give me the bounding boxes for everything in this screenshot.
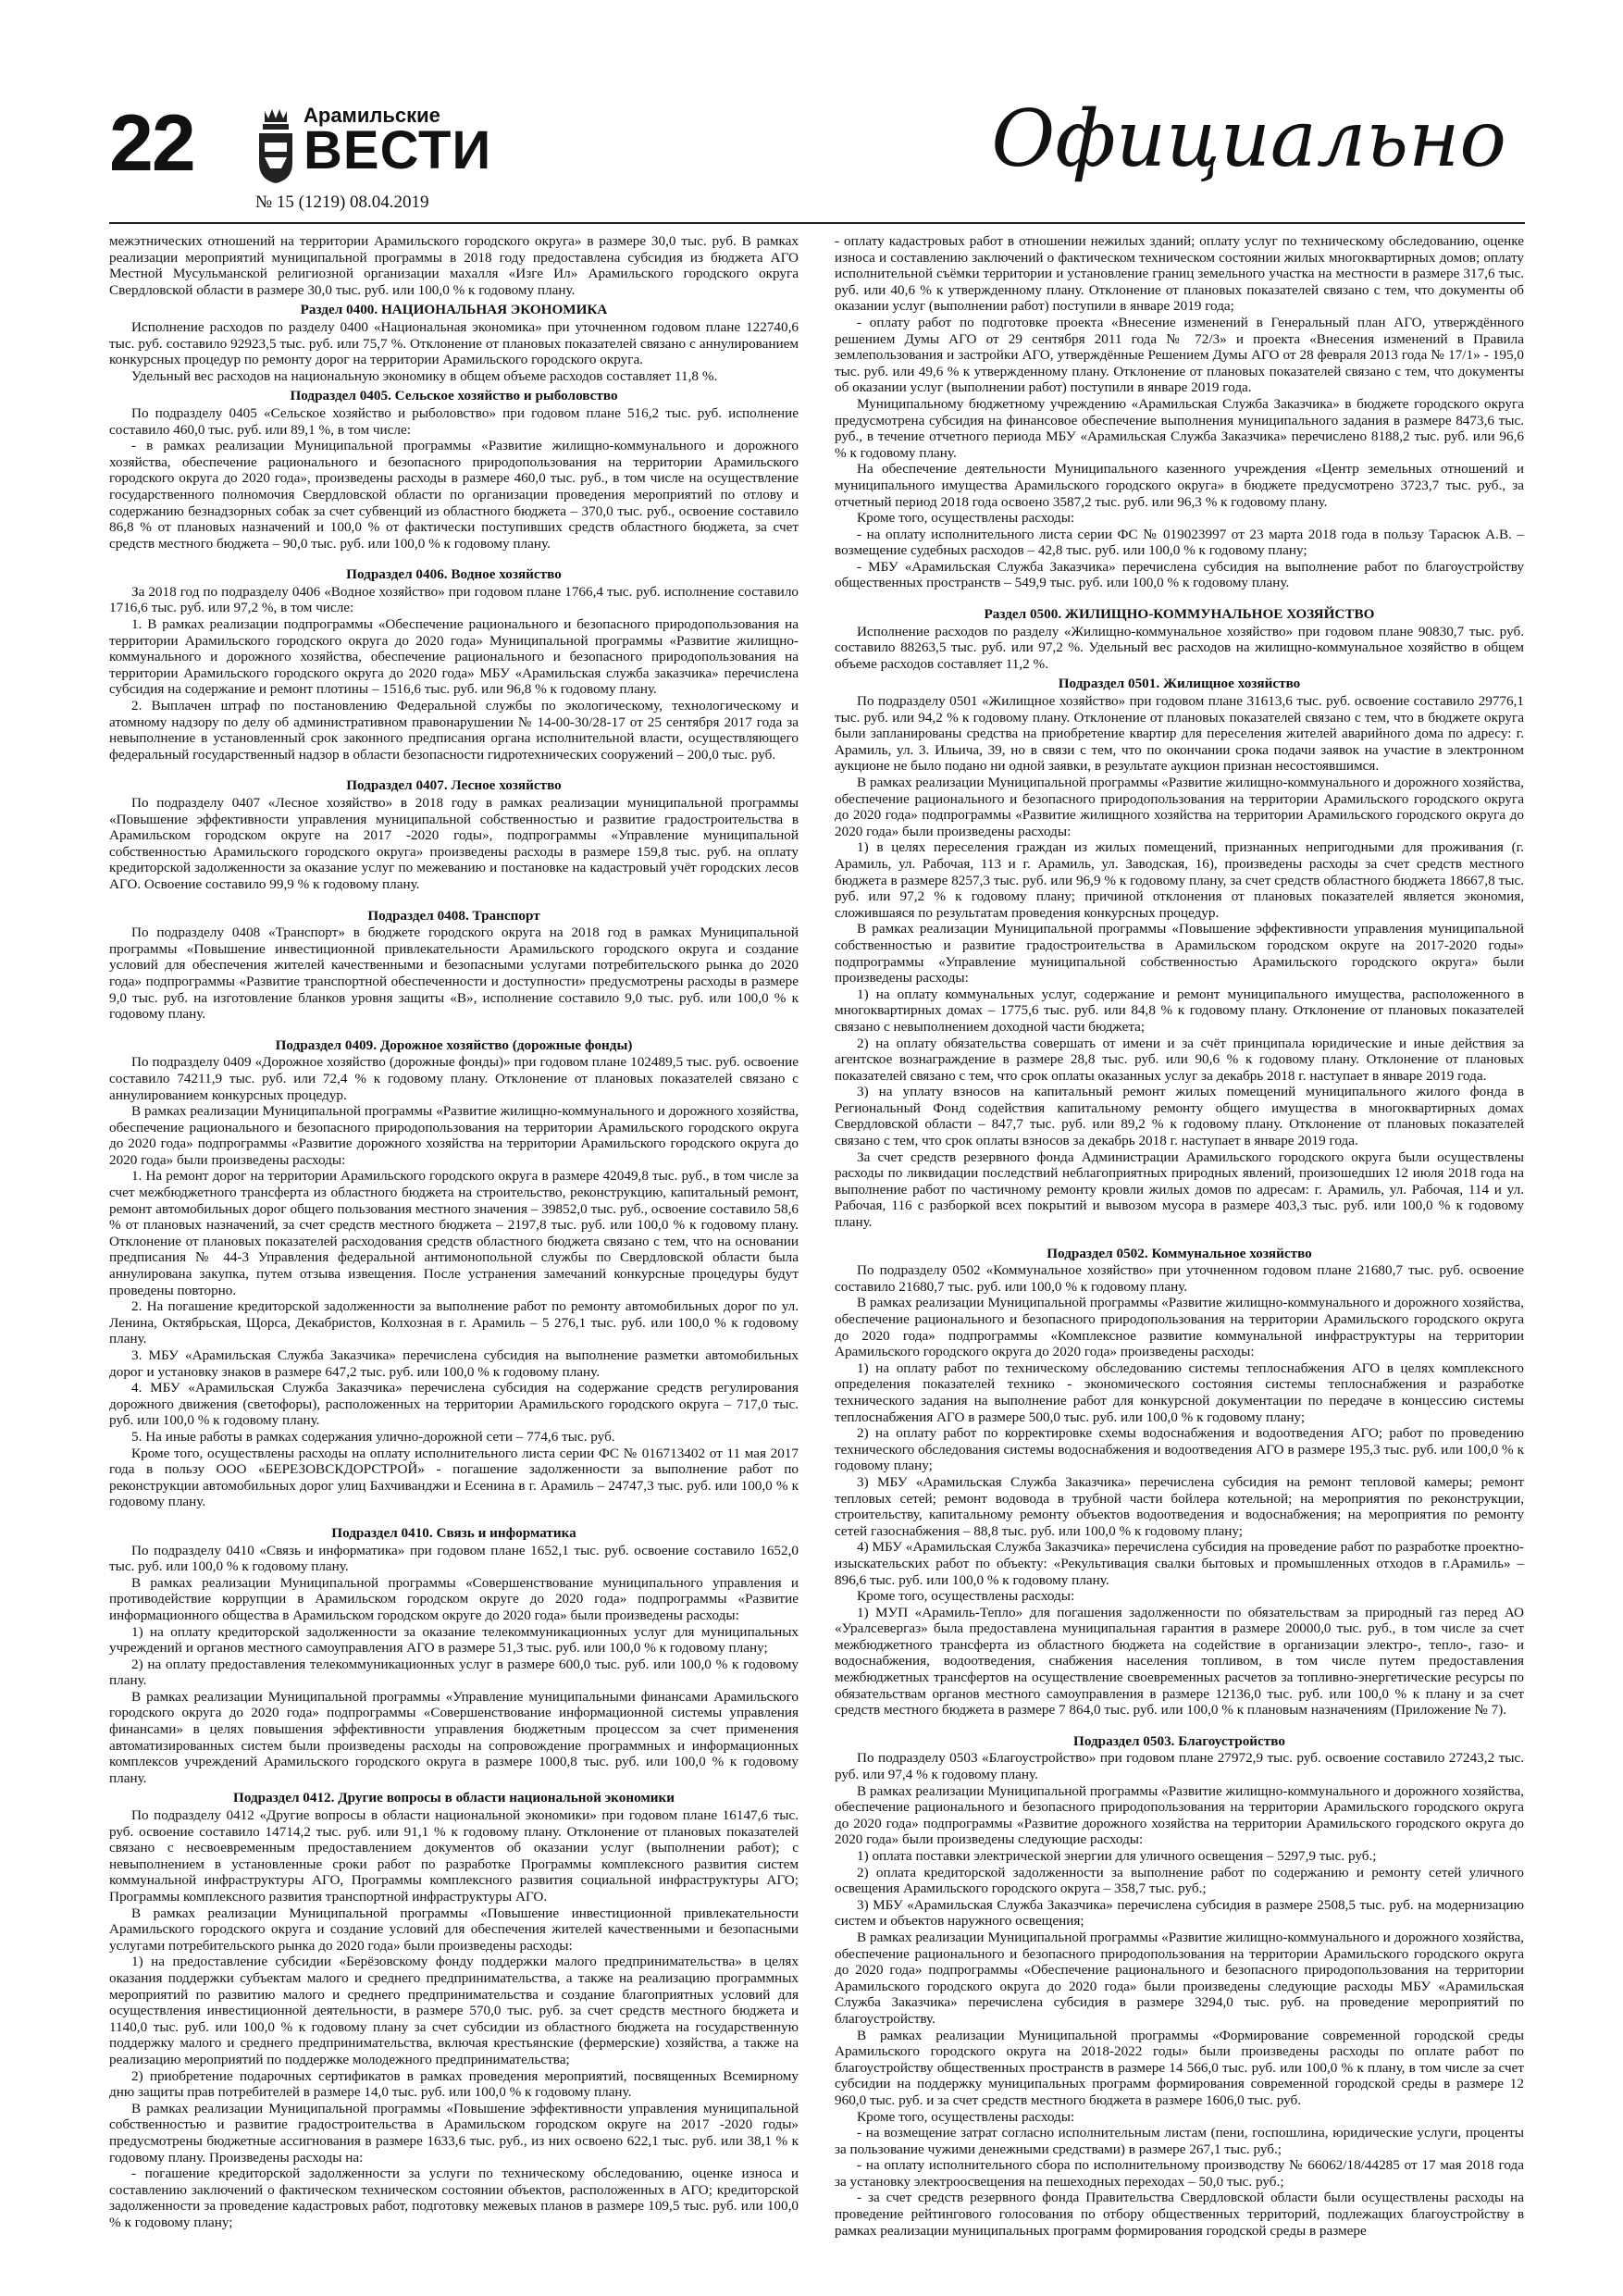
section-heading: Раздел 0400. НАЦИОНАЛЬНАЯ ЭКОНОМИКА <box>300 302 608 318</box>
article-paragraph: 4. МБУ «Арамильская Служба Заказчика» перечислена субсидия на содержание средств регулирования дорожного движения (светофоры), расположенных на территории Арамильского городского округа – 717,0 тыс. руб. или 100,0 % к годовому плану. <box>109 1380 799 1429</box>
page-number: 22 <box>109 99 194 188</box>
article-paragraph: В рамках реализации Муниципальной программы «Повышение инвестиционной привлекательности Арамильского городского округа и создание условий для обеспечения жителей качественными и безопасными услугами потребительского рынка до 2020 года» были произведены расходы: <box>109 1905 799 1954</box>
article-paragraph: 3. МБУ «Арамильская Служба Заказчика» перечислена субсидия на выполнение разметки автомобильных дорог и установку знаков в размере 647,2 тыс. руб. или 100,0 % к годовому плану. <box>109 1347 799 1380</box>
coat-of-arms-icon <box>254 105 298 185</box>
article-paragraph: Кроме того, осуществлены расходы: <box>857 1588 1075 1605</box>
article-paragraph: В рамках реализации Муниципальной программы «Формирование современной городской среды Арамильского городского округа на 2018-2022 годы» были произведены расходы по оплате работ по благоустройству общественных пространств в размере 14 566,0 тыс. руб. или 100,0 % к плану, в том числе за счет субсидии на поддержку муниципальных программ формирования современной городской среды в размере 12 960,0 тыс. руб. и за счет средств местного бюджета в размере 1606,0 тыс. руб. <box>835 2027 1524 2108</box>
article-paragraph: По подразделу 0408 «Транспорт» в бюджете городского округа на 2018 год в рамках Муниципальной программы «Повышение инвестиционной привлекательности Арамильского городского округа и создание условий для обеспечения жителей качественными и безопасными услугами потребительского рынка до 2020 года» подпрограммы «Развитие транспортной обеспеченности и доступности» предусмотрены расходы в размере 9,0 тыс. руб. на изготовление бланков уровня защиты «В», исполнение составило 9,0 тыс. руб. или 100,0 % к годовому плану. <box>109 925 799 1023</box>
article-paragraph: - на оплату исполнительного листа серии ФС № 019023997 от 23 марта 2018 года в пользу Тарасюк А.В. – возмещение судебных расходов – 42,8 тыс. руб. или 100,0 % к годовому плану; <box>835 526 1524 559</box>
article-paragraph: - на оплату исполнительного сбора по исполнительному производству № 66062/18/44285 от 17 мая 2018 года за установку электроосвещения на пешеходных переходах – 50,0 тыс. руб.; <box>835 2157 1524 2190</box>
article-paragraph: Кроме того, осуществлены расходы на оплату исполнительного листа серии ФС № 016713402 от 11 мая 2017 года в пользу ООО «БЕРЕЗОВСКДОРСТРОЙ» - погашение задолженности за выполнение работ по реконструкции автомобильных дорог улиц Бахчиванджи и Есенина в г. Арамиль – 24747,3 тыс. руб. или 100,0 % к годовому плану. <box>109 1445 799 1510</box>
article-paragraph: В рамках реализации Муниципальной программы «Повышение эффективности управления муниципальной собственностью и развитие градостроительства в Арамильском городском округе на 2017-2020 годы» подпрограммы «Управление муниципальной собственностью Арамильского городского округа» были произведены расходы: <box>835 921 1524 987</box>
article-paragraph: В рамках реализации Муниципальной программы «Развитие жилищно-коммунального и дорожного хозяйства, обеспечение рационального и безопасного природопользования на территории Арамильского городского округа до 2020 года» подпрограммы «Обеспечение рационального и безопасного природопользования на территории Арамильского городского округа до 2020 года» были произведены следующие расходы МБУ «Арамильская Служба Заказчика» перечислена субсидия в размере 3294,0 тыс. руб. на проведение мероприятий по благоустройству. <box>835 1929 1524 2027</box>
article-paragraph: - за счет средств резервного фонда Правительства Свердловской области были осуществлены расходы на проведение рейтингового голосования по отбору общественных территорий, подлежащих благоустройству в рамках реализации муниципальных программ формирования городской среды в размере <box>835 2190 1524 2239</box>
newspaper-logo <box>254 102 494 194</box>
section-heading: Подраздел 0503. Благоустройство <box>1073 1732 1285 1749</box>
article-paragraph: 1) на оплату кредиторской задолженности за оказание телекоммуникационных услуг для муниципальных учреждений и органов местного самоуправления АГО в размере 51,3 тыс. руб. или 100,0 % к годовому плану; <box>109 1623 799 1657</box>
article-paragraph: Кроме того, осуществлены расходы: <box>857 2108 1075 2125</box>
article-paragraph: По подразделу 0501 «Жилищное хозяйство» при годовом плане 31613,6 тыс. руб. освоение составило 29776,1 тыс. руб. или 94,2 % к годовому плану. Отклонение от плановых показателей связано с тем, что в бюджете округа были запланированы средства на приобретение квартир для переселения жителей аварийного дома по адресу: г. Арамиль, ул. 3. Ильича, 39, но в связи с тем, что по окончании срока подачи заявок на участие в электронном аукционе не было подано ни одной заявки, в результате аукцион признан несостоявшимся. <box>835 693 1524 775</box>
article-paragraph: 2. На погашение кредиторской задолженности за выполнение работ по ремонту автомобильных дорог по ул. Ленина, Октябрьская, Щорса, Декабристов, Колхозная в г. Арамиль – 5 276,1 тыс. руб. или 100,0 % к годовому плану. <box>109 1298 799 1347</box>
section-title: Официально <box>991 93 1506 184</box>
issue-number-date: № 15 (1219) 08.04.2019 <box>255 192 429 212</box>
article-paragraph: Кроме того, осуществлены расходы: <box>857 510 1075 527</box>
article-paragraph: По подразделу 0405 «Сельское хозяйство и рыболовство» при годовом плане 516,2 тыс. руб. исполнение составило 460,0 тыс. руб. или 89,1 %, в том числе: <box>109 404 799 438</box>
article-paragraph: 3) МБУ «Арамильская Служба Заказчика» перечислена субсидия в размере 2508,5 тыс. руб. на модернизацию систем и объектов наружного освещения; <box>835 1896 1524 1930</box>
section-heading: Подраздел 0408. Транспорт <box>367 907 540 924</box>
article-paragraph: межэтнических отношений на территории Арамильского городского округа» в размере 30,0 тыс. руб. В рамках реализации мероприятий муниципальной программы в 2018 году предоставлена субсидия из бюджета АГО Местной Мусульманской религиозной организации махалля «Изге Ил» Арамильского городского округа Свердловской области в размере 30,0 тыс. руб. или 100,0 % к годовому плану. <box>109 233 799 298</box>
section-heading: Подраздел 0412. Другие вопросы в области национальной экономики <box>233 1790 675 1806</box>
article-paragraph: В рамках реализации Муниципальной программы «Совершенствование муниципального управления и противодействие коррупции в Арамильском городском округе до 2020 года» подпрограммы «Развитие информационного общества в Арамильском городском округе до 2020 года» были произведены расходы: <box>109 1574 799 1623</box>
article-paragraph: По подразделу 0503 «Благоустройство» при годовом плане 27972,9 тыс. руб. освоение составило 27243,2 тыс. руб. или 97,4 % к годовому плану. <box>835 1750 1524 1783</box>
article-paragraph: 2) на оплату обязательства совершать от имени и за счёт принципала юридические и иные действия за агентское вознаграждение в размере 28,8 тыс. руб. или 90,6 % к годовому плану. Отклонение от плановых показателей связано с тем, что срок оплаты оказанных услуг за декабрь 2018 г. наступает в январе 2019 года. <box>835 1035 1524 1084</box>
article-paragraph: За счет средств резервного фонда Администрации Арамильского городского округа были осуществлены расходы по ликвидации последствий неблагоприятных природных явлений, произошедших 12 июля 2018 года на выполнение работ по частичному ремонту кровли жилых домов по адресам: г. Арамиль, ул. Рабочая, 114 и ул. Рабочая, 116 с разборкой всех покрытий и вывозом мусора в размере 403,3 тыс. руб. или 100,0 % к годовому плану. <box>835 1148 1524 1231</box>
article-paragraph: 1. В рамках реализации подпрограммы «Обеспечение рационального и безопасного природопользования на территории Арамильского городского округа до 2020 года» Муниципальной программы «Развитие жилищно-коммунального и дорожного хозяйства, обеспечение рационального и безопасного природопользования на территории Арамильского городского округа до 2020 года» МБУ «Арамильская служба заказчика» перечислена субсидия на содержание и ремонт плотины – 1516,6 тыс. руб. или 96,8 % к годовому плану. <box>109 616 799 698</box>
section-heading: Подраздел 0410. Связь и информатика <box>331 1524 576 1541</box>
article-paragraph: 2. Выплачен штраф по постановлению Федеральной службы по экологическому, технологическому и атомному надзору по делу об административном правонарушении № 14-00-30/28-17 от 25 сентября 2017 года за невыполнение в установленный срок законного предписания органа исполнительной власти, осуществляющего федеральный государственный надзор в области безопасности гидротехнических сооружений – 200,0 тыс. руб. <box>109 698 799 763</box>
article-paragraph: В рамках реализации Муниципальной программы «Развитие жилищно-коммунального и дорожного хозяйства, обеспечение рационального и безопасного природопользования на территории Арамильского городского округа до 2020 года» подпрограммы «Развитие дорожного хозяйства на территории Арамильского городского округа до 2020 года» были произведены расходы: <box>109 1103 799 1168</box>
article-paragraph: В рамках реализации Муниципальной программы «Развитие жилищно-коммунального и дорожного хозяйства, обеспечение рационального и безопасного природопользования на территории Арамильского городского округа до 2020 года» подпрограммы «Развитие дорожного хозяйства на территории Арамильского городского округа до 2020 года» были произведены следующие расходы: <box>835 1782 1524 1848</box>
left-column <box>109 233 799 2269</box>
section-heading: Подраздел 0405. Сельское хозяйство и рыболовство <box>290 388 618 404</box>
article-paragraph: 3) МБУ «Арамильская Служба Заказчика» перечислена субсидия на ремонт тепловой камеры; ремонт тепловых сетей; ремонт водовода в трубной части бойлера котельной; на мероприятия по реконструкции, строительству, капитальному ремонту объектов водоотведения и водоснабжения; на мероприятия по ремонту сетей газоснабжения – 88,8 тыс. руб. или 100,0 % к годовому плану; <box>835 1473 1524 1539</box>
article-paragraph: По подразделу 0502 «Коммунальное хозяйство» при уточненном годовом плане 21680,7 тыс. руб. освоение составило 21680,7 тыс. руб. или 100,0 % к годовому плану. <box>835 1262 1524 1295</box>
article-paragraph: По подразделу 0410 «Связь и информатика» при годовом плане 1652,1 тыс. руб. освоение составило 1652,0 тыс. руб. или 100,0 % к годовому плану. <box>109 1542 799 1575</box>
article-paragraph: По подразделу 0407 «Лесное хозяйство» в 2018 году в рамках реализации муниципальной программы «Повышение эффективности управления муниципальной собственностью и развитие градостроительства в Арамильском городском округе на 2017 -2020 годы», подпрограммы «Управление муниципальной собственностью Арамильского городского округа» произведены расходы в размере 159,8 тыс. руб. на оплату кредиторской задолженности за оказание услуг по межеванию и постановке на кадастровый учёт городских лесов АГО. Освоение составило 99,9 % к годовому плану. <box>109 795 799 892</box>
article-paragraph: - в рамках реализации Муниципальной программы «Развитие жилищно-коммунального и дорожного хозяйства, обеспечение рационального и безопасного природопользования на территории Арамильского городского округа до 2020 года», произведены расходы в размере 460,0 тыс. руб., в том числе на осуществление государственного полномочия Свердловской области по организации проведения мероприятий по отлову и содержанию безнадзорных собак за счет субвенций из областного бюджета – 370,0 тыс. руб., освоение составило 86,8 % от плановых назначений и 100,0 % от фактически поступивших средств областного бюджета, за счет средств местного бюджета – 90,0 тыс. руб. или 100,0 % к годовому плану. <box>109 438 799 552</box>
article-paragraph: 4) МБУ «Арамильская Служба Заказчика» перечислена субсидия на проведение работ по разработке проектно-изыскательских работ по объекту: «Рекультивация свалки бытовых и промышленных отходов в г.Арамиль» – 896,6 тыс. руб. или 100,0 % к годовому плану. <box>835 1539 1524 1588</box>
article-paragraph: - погашение кредиторской задолженности за услуги по техническому обследованию, оценке износа и составлению заключений о фактическом техническом состоянии объектов, расположенных в АГО; кредиторской задолженности за проведение кадастровых работ, подготовку межевых планов в размере 109,5 тыс. руб. или 100,0 % к годовому плану; <box>109 2166 799 2230</box>
article-paragraph: В рамках реализации Муниципальной программы «Повышение эффективности управления муниципальной собственностью и развитие градостроительства в Арамильском городском округе на 2017 -2020 годы» предусмотрены бюджетные ассигнования в размере 1633,6 тыс. руб., из них освоено 622,1 тыс. руб. или 38,1 % к годовому плану. Произведены расходы на: <box>109 2100 799 2166</box>
article-paragraph: В рамках реализации Муниципальной программы «Управление муниципальными финансами Арамильского городского округа до 2020 года» подпрограммы «Совершенствование информационной системы управления финансами» в целях повышения эффективности управления бюджетным процессом за счет применения автоматизированных систем были произведены расходы на сопровождение программных и информационных комплексов учреждений Арамильского городского округа в размере 1000,8 тыс. руб. или 100,0 % к годовому плану. <box>109 1688 799 1786</box>
article-paragraph: 1) МУП «Арамиль-Тепло» для погашения задолженности по обязательствам за природный газ перед АО «Уралсевергаз» была предоставлена муниципальная гарантия в размере 20000,0 тыс. руб., в том числе за счет межбюджетного трансферта из областного бюджета на содействие в организации электро-, тепло-, газо- и водоснабжения, водоотведения, снабжения населения топливом, в том числе путем предоставления межбюджетных трансфертов на осуществление своевременных расчетов за топливно-энергетические ресурсы по обязательствам органов местного самоуправления в размере 12136,0 тыс. руб. или 100,0 % к плану и за счет средств местного бюджета в размере 7 864,0 тыс. руб. или 100,0 % к плановым назначениям (Приложение № 7). <box>835 1604 1524 1719</box>
section-heading: Подраздел 0501. Жилищное хозяйство <box>1058 676 1301 692</box>
section-heading: Подраздел 0502. Коммунальное хозяйство <box>1047 1245 1312 1261</box>
article-paragraph: 1) на предоставление субсидии «Берёзовскому фонду поддержки малого предпринимательства» в целях оказания поддержки субъектам малого и среднего предпринимательства, а также на реализацию программных мероприятий по развитию малого и среднего предпринимательства и создание благоприятных условий для осуществления инвестиционной деятельности, в размере 570,0 тыс. руб. за счет средств местного бюджета и 1140,0 тыс. руб. или 100,0 % к годовому плану за счет субсидии из областного бюджета на государственную поддержку малого и среднего предпринимательства, включая крестьянские (фермерские) хозяйства, а также на реализацию мероприятий по поддержке молодежного предпринимательства; <box>109 1954 799 2067</box>
section-heading: Раздел 0500. ЖИЛИЩНО-КОММУНАЛЬНОЕ ХОЗЯЙСТВО <box>984 606 1375 623</box>
article-paragraph: 2) оплата кредиторской задолженности за выполнение работ по содержанию и ремонту сетей уличного освещения Арамильского городского округа – 358,7 тыс. руб.; <box>835 1864 1524 1897</box>
right-column <box>835 233 1524 2269</box>
article-paragraph: В рамках реализации Муниципальной программы «Развитие жилищно-коммунального и дорожного хозяйства, обеспечение рационального и безопасного природопользования на территории Арамильского городского округа до 2020 года» подпрограммы «Комплексное развитие коммунальной инфраструктуры на территории Арамильского городского округа до 2020 года» произведены расходы: <box>835 1295 1524 1360</box>
logo-title: ВЕСТИ <box>304 120 492 180</box>
article-paragraph: Исполнение расходов по разделу «Жилищно-коммунальное хозяйство» при годовом плане 90830,7 тыс. руб. составило 88263,5 тыс. руб. или 97,2 %. Удельный вес расходов на жилищно-коммунальное хозяйство в общем объеме расходов составляет 11,2 %. <box>835 623 1524 672</box>
article-paragraph: - оплату работ по подготовке проекта «Внесение изменений в Генеральный план АГО, утверждённого решением Думы АГО от 29 сентября 2011 года № 72/3» и проекта «Внесения изменений в Правила землепользования и застройки АГО, утверждённые Решением Думы АГО от 28 февраля 2013 года № 17/1» - 195,0 тыс. руб. или 49,6 % к утвержденному плану. Отклонение от плановых показателей связано с тем, что документы об оказании услуг (выполнении работ) поступили в январе 2019 года. <box>835 314 1524 396</box>
section-heading: Подраздел 0407. Лесное хозяйство <box>346 777 562 794</box>
article-paragraph: 2) на оплату предоставления телекоммуникационных услуг в размере 600,0 тыс. руб. или 100,0 % к годовому плану. <box>109 1656 799 1689</box>
header-rule <box>109 222 1525 224</box>
article-paragraph: 2) приобретение подарочных сертификатов в рамках проведения мероприятий, посвященных Всемирному дню защиты прав потребителей в размере 14,0 тыс. руб. или 100,0 % к годовому плану. <box>109 2067 799 2101</box>
article-paragraph: 1) на оплату коммунальных услуг, содержание и ремонт муниципального имущества, расположенного в многоквартирных домах – 1775,6 тыс. руб. или 84,8 % к годовому плану. Отклонение от плановых показателей связано с невыполнением доходной части бюджета; <box>835 986 1524 1035</box>
article-paragraph: На обеспечение деятельности Муниципального казенного учреждения «Центр земельных отношений и муниципального имущества Арамильского городского округа» в бюджете предусмотрено 3723,7 тыс. руб., за отчетный период 2018 года освоено 3587,2 тыс. руб. или 96,3 % к годовому плану. <box>835 461 1524 510</box>
article-paragraph: Исполнение расходов по разделу 0400 «Национальная экономика» при уточненном годовом плане 122740,6 тыс. руб. составило 92923,5 тыс. руб. или 75,7 %. Отклонение от плановых показателей связано с аннулированием конкурсных процедур по ремонту дорог на территории Арамильского городского округа. <box>109 318 799 368</box>
article-paragraph: За 2018 год по подразделу 0406 «Водное хозяйство» при годовом плане 1766,4 тыс. руб. исполнение составило 1716,6 тыс. руб. или 97,2 %, в том числе: <box>109 583 799 616</box>
article-paragraph: 1) в целях переселения граждан из жилых помещений, признанных непригодными для проживания (г. Арамиль, ул. Рабочая, 113 и г. Арамиль, ул. Заводская, 16), произведены расходы за счет средств местного бюджета в размере 8257,3 тыс. руб. или 96,9 % к годовому плану, за счет средств областного бюджета 18667,8 тыс. руб. или 97,2 % к годовому плану; причиной отклонения от плановых показателей является экономия, сложившаяся по результатам проведения конкурсных процедур. <box>835 839 1524 921</box>
section-heading: Подраздел 0406. Водное хозяйство <box>346 566 562 583</box>
article-paragraph: 5. На иные работы в рамках содержания улично-дорожной сети – 774,6 тыс. руб. <box>131 1428 615 1445</box>
article-paragraph: 1. На ремонт дорог на территории Арамильского городского округа в размере 42049,8 тыс. руб., в том числе за счет межбюджетного трансферта из областного бюджета на строительство, реконструкцию, капитальный ремонт, ремонт автомобильных дорог общего пользования местного значения – 39852,0 тыс. руб., освоение составило 58,6 % от плановых назначений, за счет средств местного бюджета – 2197,8 тыс. руб. или 100,0 % к годовому плану. Отклонение от плановых показателей расходования средств областного бюджета связано с тем, что на основании предписания № 44-3 Управления федеральной антимонопольной службы по Свердловской области была аннулирована закупка, путем отзыва извещения. После устранения замечаний конкурсные процедуры будут проведены повторно. <box>109 1168 799 1298</box>
article-paragraph: 1) на оплату работ по техническому обследованию системы теплоснабжения АГО в целях комплексного определения показателей технико - экономического состояния системы теплоснабжения и разработке технического задания на выполнение работ для конкурсной документации по передаче в концессию системы теплоснабжения АГО в размере 500,0 тыс. руб. или 100,0 % к годовому плану; <box>835 1359 1524 1425</box>
article-paragraph: Муниципальному бюджетному учреждению «Арамильская Служба Заказчика» в бюджете городского округа предусмотрена субсидия на финансовое обеспечение выполнения муниципального задания в размере 8473,6 тыс. руб., в течение отчетного периода МБУ «Арамильская Служба Заказчика» перечислено 8188,2 тыс. руб. или 96,6 % к годовому плану. <box>835 395 1524 461</box>
article-paragraph: 3) на уплату взносов на капитальный ремонт жилых помещений муниципального жилого фонда в Региональный Фонд содействия капитальному ремонту общего имущества в многоквартирных домах Свердловской области – 847,7 тыс. руб. или 89,2 % к годовому плану. Отклонение от плановых показателей связано с тем, что срок оплаты взносов за декабрь 2018 г. наступает в январе 2019 года. <box>835 1084 1524 1149</box>
article-paragraph: Удельный вес расходов на национальную экономику в общем объеме расходов составляет 11,8 %. <box>131 367 718 384</box>
article-paragraph: 1) оплата поставки электрической энергии для уличного освещения – 5297,9 тыс. руб.; <box>857 1848 1377 1864</box>
article-paragraph: В рамках реализации Муниципальной программы «Развитие жилищно-коммунального и дорожного хозяйства, обеспечение рационального и безопасного природопользования на территории Арамильского городского округа до 2020 года» подпрограммы «Развитие жилищного хозяйства на территории Арамильского городского округа до 2020 года» были произведены расходы: <box>835 775 1524 839</box>
logo-subtitle: Арамильские <box>304 104 440 127</box>
section-heading: Подраздел 0409. Дорожное хозяйство (дорожные фонды) <box>275 1036 633 1053</box>
article-paragraph: 2) на оплату работ по корректировке схемы водоснабжения и водоотведения АГО; работ по проведению технического обследования системы водоснабжения и водоотведения АГО в размере 195,3 тыс. руб. или 100,0 % к годовому плану; <box>835 1425 1524 1474</box>
article-paragraph: - МБУ «Арамильская Служба Заказчика» перечислена субсидия на выполнение работ по благоустройству общественных пространств – 549,9 тыс. руб. или 100,0 % к годовому плану. <box>835 558 1524 591</box>
article-paragraph: - на возмещение затрат согласно исполнительным листам (пени, госпошлина, юридические услуги, проценты за пользование чужими денежными средствами) в размере 267,1 тыс. руб.; <box>835 2125 1524 2157</box>
article-paragraph: По подразделу 0409 «Дорожное хозяйство (дорожные фонды)» при годовом плане 102489,5 тыс. руб. освоение составило 74211,9 тыс. руб. или 72,4 % к годовому плану. Отклонение от плановых показателей связано с аннулированием конкурсных процедур. <box>109 1054 799 1103</box>
article-paragraph: - оплату кадастровых работ в отношении нежилых зданий; оплату услуг по техническому обследованию, оценке износа и составлению заключений о фактическом техническом состоянии жилых многоквартирных домов; оплату исполнительной съёмки территории и установление границ земельного участка на местности в размере 317,6 тыс. руб. или 40,6 % к утвержденному плану. Отклонение от плановых показателей связано с тем, что документы об оказании услуг (выполнении работ) поступили в январе 2019 года; <box>835 233 1524 315</box>
article-paragraph: По подразделу 0412 «Другие вопросы в области национальной экономики» при годовом плане 16147,6 тыс. руб. освоение составило 14714,2 тыс. руб. или 91,1 % к годовому плану. Отклонение от плановых показателей связано с несвоевременным предоставлением документов об оказании услуг (выполнении работ); с невыполнением в установленные сроки работ по разработке Программы комплексного развития систем коммунальной инфраструктуры АГО, Программы комплексного развития социальной инфраструктуры АГО; Программы комплексного развития транспортной инфраструктуры АГО. <box>109 1807 799 1905</box>
masthead <box>109 93 1525 220</box>
